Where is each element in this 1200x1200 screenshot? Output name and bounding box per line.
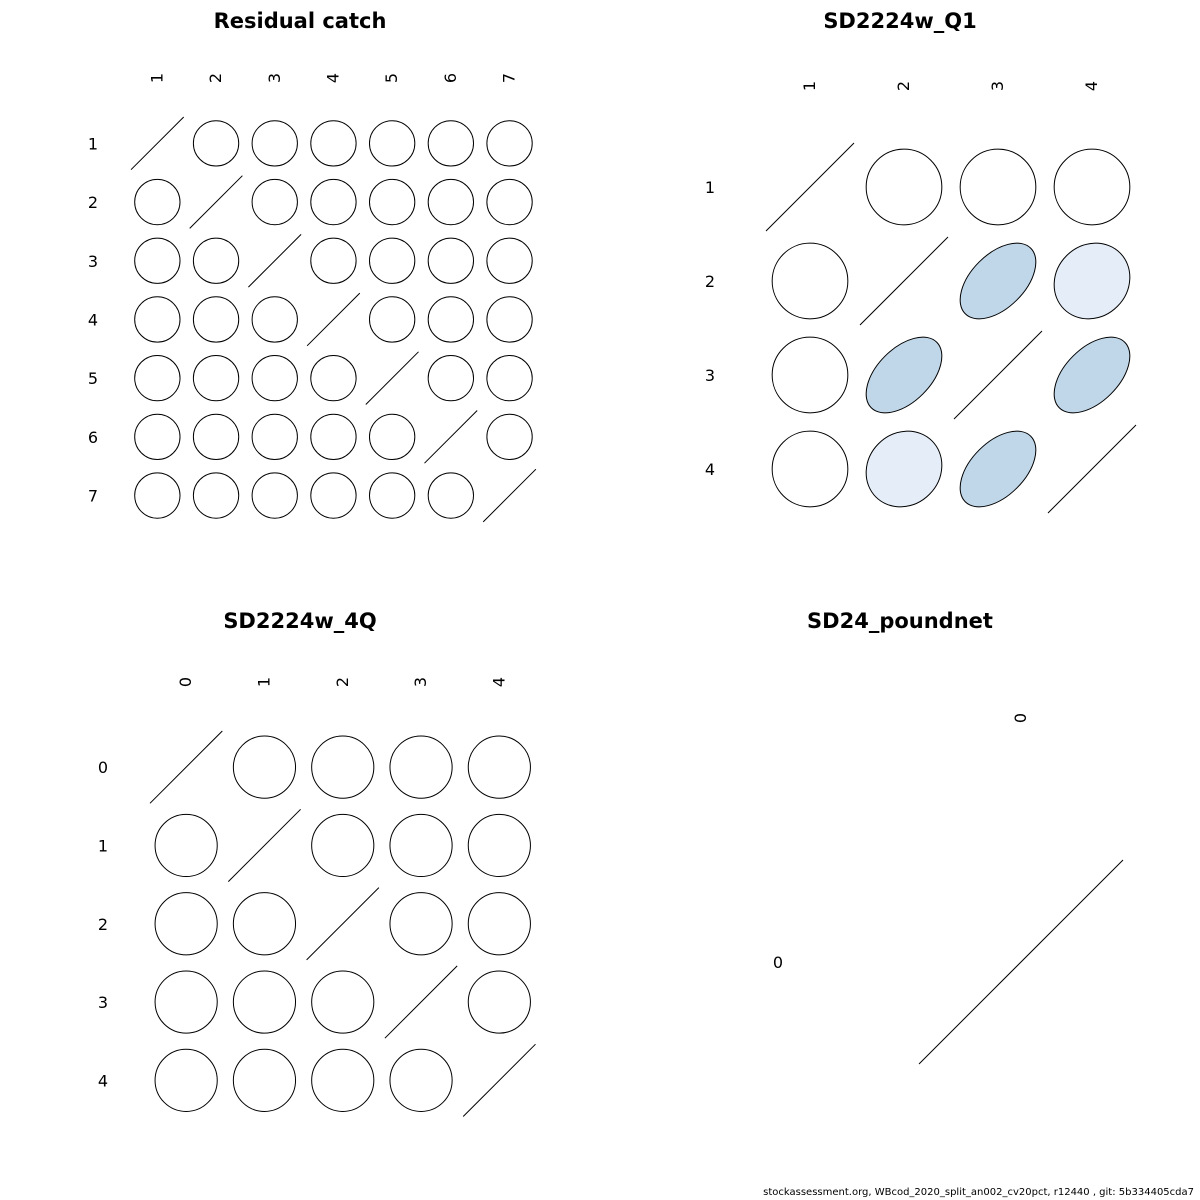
correlation-ellipse: [946, 417, 1049, 520]
correlation-ellipse: [360, 111, 424, 175]
correlation-ellipse: [360, 287, 424, 351]
correlation-ellipse: [944, 133, 1051, 240]
correlation-diagonal-mark: [919, 860, 1123, 1064]
correlation-diagonal-mark: [483, 469, 536, 522]
correlation-ellipse: [419, 346, 483, 410]
panel-title: SD2224w_Q1: [823, 9, 977, 33]
correlation-ellipse: [299, 801, 387, 889]
row-label: 1: [87, 134, 99, 154]
correlation-ellipse: [301, 464, 365, 528]
correlation-ellipse: [125, 346, 189, 410]
row-label: 3: [97, 993, 109, 1013]
correlation-diagonal-mark: [954, 331, 1042, 419]
correlation-ellipse: [360, 405, 424, 469]
correlation-ellipse: [184, 346, 248, 410]
column-label: 4: [489, 676, 509, 688]
correlation-ellipse: [184, 111, 248, 175]
correlation-ellipse: [184, 287, 248, 351]
correlation-ellipse: [478, 287, 542, 351]
correlation-ellipse: [756, 227, 863, 334]
column-label: 3: [264, 72, 284, 84]
correlation-ellipse: [299, 1036, 387, 1124]
correlation-ellipse: [419, 170, 483, 234]
column-label: 1: [254, 676, 274, 688]
column-label: 4: [323, 72, 343, 84]
correlation-ellipse: [299, 723, 387, 811]
correlation-ellipse: [142, 1036, 230, 1124]
correlation-ellipse: [419, 464, 483, 528]
correlation-ellipse: [852, 323, 955, 426]
correlation-ellipse: [377, 723, 465, 811]
correlation-ellipse: [184, 405, 248, 469]
correlation-ellipse: [1039, 228, 1146, 335]
correlation-ellipse: [125, 229, 189, 293]
column-label: 7: [499, 72, 519, 84]
correlation-ellipse: [756, 321, 863, 428]
correlation-ellipse: [1038, 133, 1145, 240]
correlation-ellipse: [125, 287, 189, 351]
row-label: 3: [704, 366, 716, 385]
correlation-diagonal-mark: [385, 966, 457, 1038]
row-label: 4: [97, 1071, 109, 1091]
row-label: 3: [87, 251, 99, 271]
row-label: 4: [704, 460, 716, 479]
correlation-diagonal-mark: [190, 176, 243, 229]
row-label: 1: [704, 178, 716, 197]
row-label: 2: [704, 272, 716, 291]
panel-title: SD24_poundnet: [807, 609, 993, 633]
row-label: 0: [772, 953, 784, 972]
column-label: 1: [800, 80, 819, 92]
correlation-diagonal-mark: [131, 117, 184, 170]
row-label: 2: [97, 914, 109, 934]
column-label: 1: [147, 72, 167, 84]
correlation-ellipse: [301, 229, 365, 293]
correlation-ellipse: [243, 405, 307, 469]
correlation-ellipse: [478, 346, 542, 410]
panel-4: [773, 609, 1123, 1064]
correlation-ellipse: [946, 229, 1049, 332]
row-label: 7: [87, 486, 99, 506]
correlation-ellipse: [243, 464, 307, 528]
panel-title: Residual catch: [213, 9, 387, 33]
row-label: 2: [87, 193, 99, 213]
column-label: 0: [1011, 712, 1030, 724]
correlation-ellipse: [299, 958, 387, 1046]
correlation-ellipse: [455, 880, 543, 968]
correlation-ellipse: [142, 958, 230, 1046]
correlation-ellipse: [220, 958, 308, 1046]
row-label: 0: [97, 758, 109, 778]
correlation-diagonal-mark: [1048, 425, 1136, 513]
correlation-diagonal-mark: [425, 411, 478, 464]
panel-2: [705, 9, 1146, 523]
panel-3: [98, 609, 543, 1124]
correlation-ellipse: [377, 880, 465, 968]
column-label: 0: [176, 676, 196, 688]
correlation-ellipse: [243, 346, 307, 410]
column-label: 6: [440, 72, 460, 84]
correlation-ellipse: [301, 170, 365, 234]
row-label: 6: [87, 427, 99, 447]
correlation-ellipse: [125, 405, 189, 469]
correlation-ellipse: [243, 287, 307, 351]
column-label: 3: [988, 80, 1007, 92]
correlation-ellipse: [478, 229, 542, 293]
correlation-ellipse: [478, 405, 542, 469]
correlation-ellipse: [455, 958, 543, 1046]
correlation-ellipse: [377, 801, 465, 889]
correlation-ellipse: [360, 464, 424, 528]
correlation-ellipse: [142, 801, 230, 889]
row-label: 4: [87, 310, 99, 330]
correlation-diagonal-mark: [463, 1044, 535, 1116]
correlation-ellipse: [301, 346, 365, 410]
correlation-ellipse: [360, 229, 424, 293]
correlation-ellipse: [243, 111, 307, 175]
correlation-ellipse: [184, 229, 248, 293]
column-label: 2: [206, 72, 226, 84]
correlation-ellipse: [125, 170, 189, 234]
correlation-ellipse: [243, 170, 307, 234]
correlation-diagonal-mark: [860, 237, 948, 325]
column-label: 2: [894, 80, 913, 92]
column-label: 2: [332, 676, 352, 688]
correlation-ellipse: [220, 880, 308, 968]
row-label: 5: [87, 369, 99, 389]
correlation-ellipse: [360, 170, 424, 234]
correlation-ellipse: [850, 133, 957, 240]
correlation-ellipse: [455, 723, 543, 811]
correlation-ellipse: [756, 415, 863, 522]
correlation-ellipse: [419, 287, 483, 351]
correlation-diagonal-mark: [228, 809, 300, 881]
column-label: 3: [411, 676, 431, 688]
correlation-ellipse: [455, 801, 543, 889]
correlation-ellipse: [419, 111, 483, 175]
panel-title: SD2224w_4Q: [223, 609, 377, 633]
correlation-diagonal-mark: [150, 731, 222, 803]
correlation-diagonal-mark: [307, 888, 379, 960]
correlation-ellipse: [220, 723, 308, 811]
correlation-diagonal-mark: [766, 143, 854, 231]
correlation-ellipse: [478, 111, 542, 175]
correlation-ellipse: [851, 416, 958, 523]
correlation-diagonal-mark: [366, 352, 419, 405]
panel-1: [88, 9, 542, 528]
correlation-ellipse: [220, 1036, 308, 1124]
column-label: 4: [1082, 80, 1101, 92]
correlation-diagonal-mark: [248, 234, 301, 287]
correlation-ellipse: [478, 170, 542, 234]
correlation-ellipse: [301, 405, 365, 469]
correlation-ellipse: [142, 880, 230, 968]
column-label: 5: [382, 72, 402, 84]
correlation-diagonal-mark: [307, 293, 360, 346]
footer-credit: stockassessment.org, WBcod_2020_split_an002_cv20pct, r12440 , git: 5b334405cda7: [763, 1187, 1194, 1198]
correlation-ellipse: [184, 464, 248, 528]
correlation-ellipse: [377, 1036, 465, 1124]
correlation-ellipse: [301, 111, 365, 175]
correlation-ellipse: [419, 229, 483, 293]
correlation-ellipse: [125, 464, 189, 528]
correlation-ellipse: [1040, 323, 1143, 426]
row-label: 1: [97, 836, 109, 856]
